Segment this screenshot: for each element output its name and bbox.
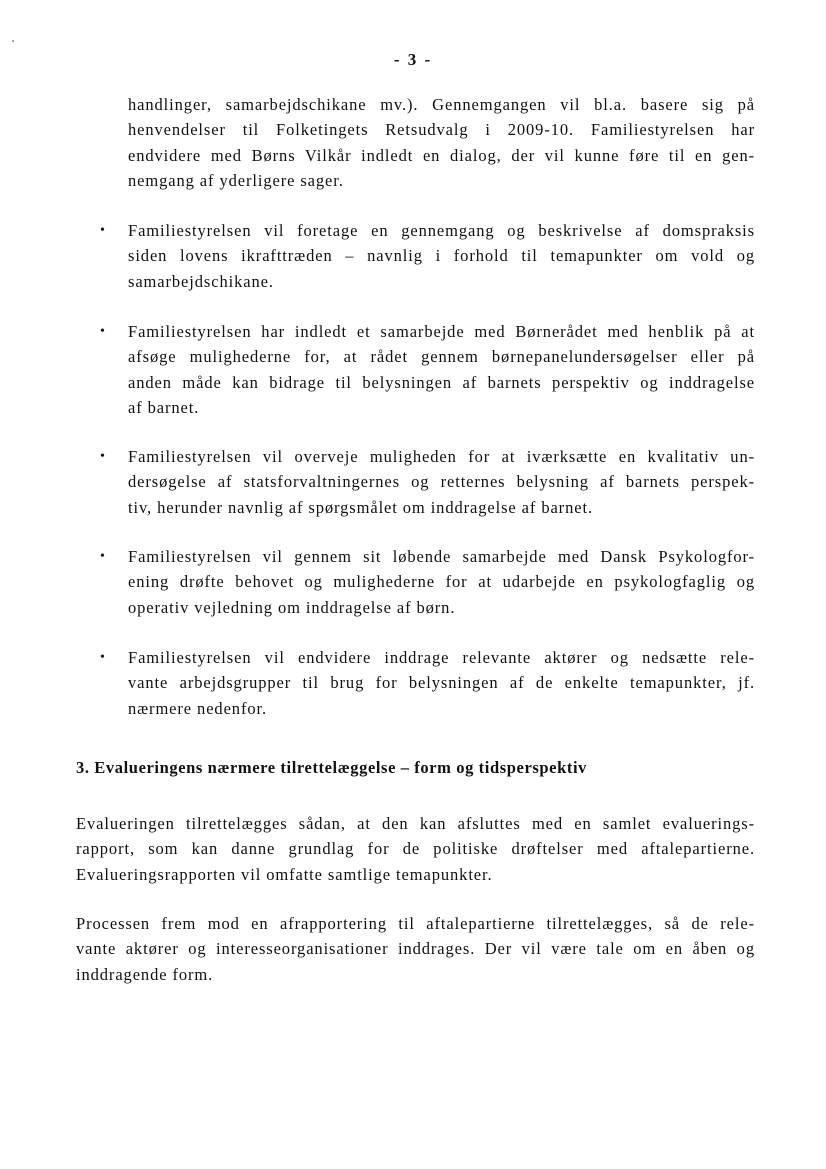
section-paragraph [76, 911, 755, 987]
text-line: dersøgelse af statsforvaltningernes og retternes belysning af barnets perspek- [128, 472, 755, 492]
bullet-text [128, 645, 755, 721]
text-line: ening drøfte behovet og mulighederne for at udarbejde en psykologfaglig og [128, 572, 755, 592]
continuation-paragraph [128, 92, 755, 193]
text-line: afsøge mulighederne for, at rådet gennem børnepanelundersøgelser eller på [128, 347, 755, 367]
text-line: samarbejdschikane. [128, 271, 274, 291]
text-line: inddragende form. [76, 964, 214, 984]
text-line: Processen frem mod en afrapportering til aftalepartierne tilrettelægges, så de rele- [76, 914, 755, 933]
bullet-icon: • [100, 324, 105, 339]
text-line: anden måde kan bidrage til belysningen af barnets perspektiv og inddragelse [128, 372, 755, 392]
text-line: tiv, herunder navnlig af spørgsmålet om inddragelse af barnet. [128, 497, 593, 517]
text-line: operativ vejledning om inddragelse af børn. [128, 597, 456, 617]
text-line: Familiestyrelsen vil overveje muligheden for at iværksætte en kvalitativ un- [128, 447, 755, 466]
bullet-icon: • [100, 223, 105, 238]
text-line: af barnet. [128, 397, 200, 417]
text-line: siden lovens ikrafttræden – navnlig i forhold til temapunkter om vold og [128, 246, 755, 266]
text-line: rapport, som kan danne grundlag for de politiske drøftelser med aftalepartierne. [76, 839, 755, 859]
bullet-text [128, 544, 755, 620]
text-line: nærmere nedenfor. [128, 698, 268, 718]
text-line: Evalueringsrapporten vil omfatte samtlige temapunkter. [76, 864, 493, 884]
text-line: Familiestyrelsen vil gennem sit løbende samarbejde med Dansk Psykologfor- [128, 547, 755, 566]
bullet-icon: • [100, 549, 105, 564]
text-line: handlinger, samarbejdschikane mv.). Gennemgangen vil bl.a. basere sig på [128, 95, 755, 114]
text-line: Familiestyrelsen har indledt et samarbejde med Børnerådet med henblik på at [128, 322, 755, 341]
text-line: endvidere med Børns Vilkår indledt en dialog, der vil kunne føre til en gen- [128, 145, 755, 165]
text-line: vante aktører og interesseorganisationer inddrages. Der vil være tale om en åben og [76, 939, 755, 959]
bullet-icon: • [100, 449, 105, 464]
bullet-text [128, 218, 755, 294]
page-number: - 3 - [393, 50, 433, 69]
text-line: vante arbejdsgrupper til brug for belysningen af de enkelte temapunkter, jf. [128, 673, 755, 693]
text-line: Familiestyrelsen vil foretage en gennemgang og beskrivelse af domspraksis [128, 221, 755, 240]
bullet-text [128, 319, 755, 420]
text-line: Evalueringen tilrettelægges sådan, at den kan afsluttes med en samlet evaluerings- [76, 814, 755, 833]
bullet-icon: • [100, 650, 105, 665]
text-line: henvendelser til Folketingets Retsudvalg i 2009-10. Familiestyrelsen har [128, 120, 755, 140]
bullet-text [128, 444, 755, 520]
section-heading: 3. Evalueringens nærmere tilrettelæggelse – form og tidsperspektiv [76, 758, 587, 777]
section-paragraph [76, 811, 755, 887]
scan-speck [12, 40, 14, 42]
text-line: nemgang af yderligere sager. [128, 170, 344, 190]
text-line: Familiestyrelsen vil endvidere inddrage relevante aktører og nedsætte rele- [128, 648, 755, 667]
